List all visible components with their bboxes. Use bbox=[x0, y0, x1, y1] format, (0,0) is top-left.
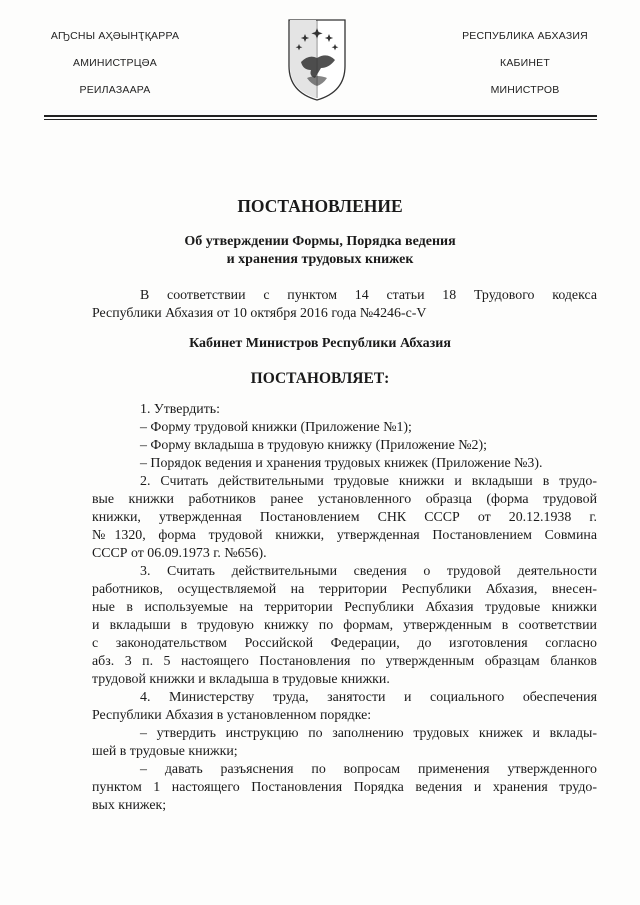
body-line: – Форму вкладыша в трудовую книжку (Приложение №2); bbox=[140, 438, 487, 453]
body-line: книжки, утвержденная Постановлением СНК СССР от 20.12.1938 г. bbox=[92, 510, 597, 525]
header-right-line-2: КАБИНЕТ bbox=[500, 57, 550, 69]
body-line: пунктом 1 настоящего Постановления Порядка ведения и хранения трудо- bbox=[92, 780, 597, 795]
body-line: 1. Утвердить: bbox=[140, 402, 220, 417]
header-right-line-3: МИНИСТРОВ bbox=[490, 84, 560, 96]
header-left-line-3: РЕИЛАЗААРА bbox=[79, 84, 151, 96]
body-line: работников, осуществляемой на территории Республики Абхазия, внесен- bbox=[92, 582, 597, 597]
body-line: шей в трудовые книжки; bbox=[92, 744, 238, 759]
body-line: с законодательством Российской Федерации, до изготовления согласно bbox=[92, 636, 597, 651]
resolves-heading: ПОСТАНОВЛЯЕТ: bbox=[250, 370, 390, 387]
body-line: – давать разъяснения по вопросам применения утвержденного bbox=[140, 762, 597, 777]
body-line: трудовой книжки и вкладыша в трудовые книжки. bbox=[92, 672, 390, 687]
body-line: и вкладыши в трудовую книжку по формам, утвержденным в соответствии bbox=[92, 618, 597, 633]
body-line: вых книжек; bbox=[92, 798, 167, 813]
body-line: абз. 3 п. 5 настоящего Постановления по утвержденным образцам бланков bbox=[92, 654, 597, 669]
body-line: 3. Считать действительными сведения о трудовой деятельности bbox=[140, 564, 597, 579]
body-line: – Порядок ведения и хранения трудовых книжек (Приложение №3). bbox=[140, 456, 543, 471]
header-rule-thick bbox=[44, 115, 597, 117]
body-line: Республики Абхазия в установленном порядке: bbox=[92, 708, 372, 723]
body-line: ные в используемые на территории Республики Абхазия трудовые книжки bbox=[92, 600, 597, 615]
header-rule-thin bbox=[44, 119, 597, 120]
preamble-line-1: В соответствии с пунктом 14 статьи 18 Трудового кодекса bbox=[140, 288, 597, 303]
body-line: СССР от 06.09.1973 г. №656). bbox=[92, 546, 267, 561]
body-line: 2. Считать действительными трудовые книжки и вкладыши в трудо- bbox=[140, 474, 597, 489]
body-line: – утвердить инструкцию по заполнению трудовых книжек и вклады- bbox=[140, 726, 597, 741]
body-line: №1320, форма трудовой книжки, утвержденная Постановлением Совмина bbox=[92, 528, 597, 543]
body-line: 4. Министерству труда, занятости и социального обеспечения bbox=[140, 690, 597, 705]
subject-line-1: Об утверждении Формы, Порядка ведения bbox=[184, 234, 456, 249]
subject-line-2: и хранения трудовых книжек bbox=[226, 252, 414, 267]
coat-of-arms-emblem bbox=[287, 18, 347, 102]
header-left-line-2: АМИНИСТРЦӘА bbox=[73, 57, 157, 69]
body-line: вые книжки работников ранее установленного образца (форма трудовой bbox=[92, 492, 597, 507]
preamble-line-2: Республики Абхазия от 10 октября 2016 года №4246-с-V bbox=[92, 306, 427, 321]
issuer: Кабинет Министров Республики Абхазия bbox=[189, 336, 451, 351]
document-title: ПОСТАНОВЛЕНИЕ bbox=[237, 196, 403, 216]
body-line: – Форму трудовой книжки (Приложение №1); bbox=[140, 420, 412, 435]
header-right-line-1: РЕСПУБЛИКА АБХАЗИЯ bbox=[462, 30, 588, 42]
header-left-line-1: АҦСНЫ АҲӘЫНҬҚАРРА bbox=[50, 30, 180, 42]
